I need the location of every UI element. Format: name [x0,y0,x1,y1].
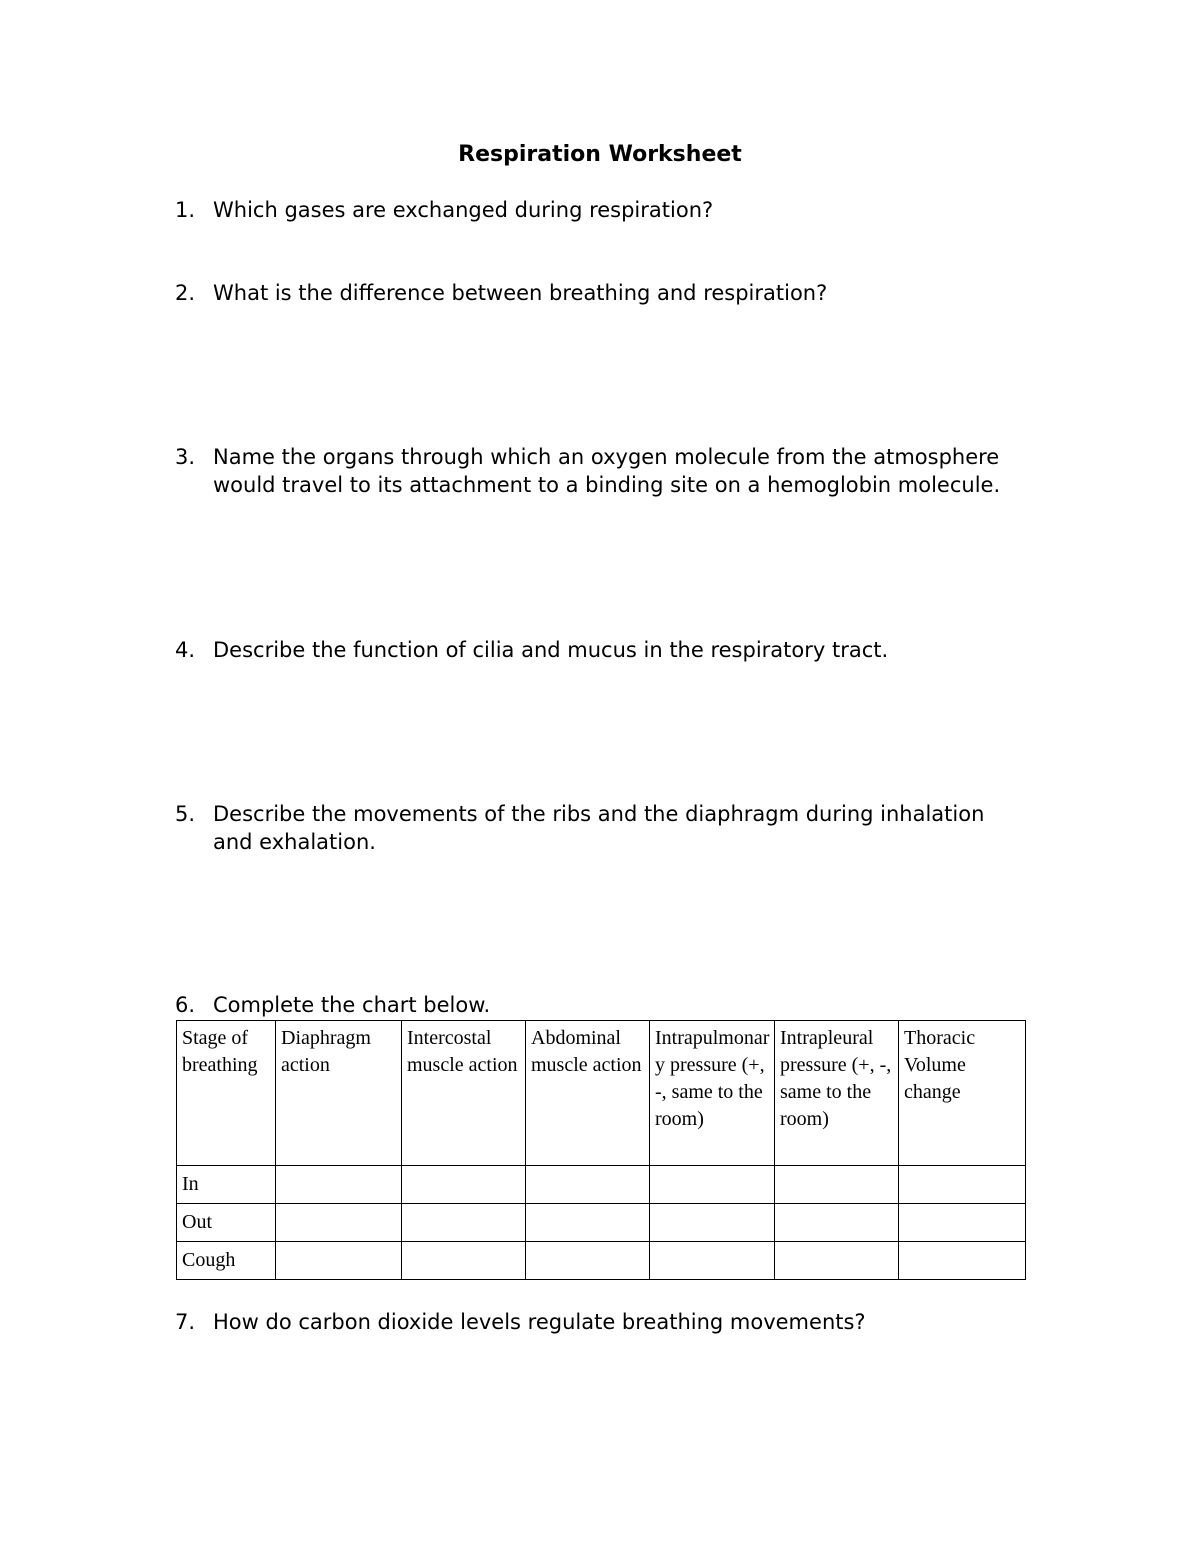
question-1 [175,196,1005,224]
question-text: Which gases are exchanged during respiration? [213,198,714,222]
question-number: 3. [175,445,196,469]
blank-answer-cell[interactable] [526,1166,650,1204]
blank-answer-cell[interactable] [650,1204,775,1242]
question-number: 4. [175,638,196,662]
table-row [177,1204,1026,1242]
blank-answer-cell[interactable] [775,1204,899,1242]
blank-answer-cell[interactable] [899,1166,1026,1204]
question-text: Complete the chart below. [213,993,491,1017]
blank-answer-cell[interactable] [650,1242,775,1280]
question-text: Describe the function of cilia and mucus in the respiratory tract. [213,638,889,662]
chart-header-row [177,1021,1026,1166]
table-row [177,1242,1026,1280]
blank-answer-cell[interactable] [899,1242,1026,1280]
blank-answer-cell[interactable] [276,1166,402,1204]
question-number: 2. [175,281,196,305]
question-6 [175,991,1005,1019]
header-abdominal-muscle-action: Abdominal muscle action [526,1021,650,1166]
stage-cell: Cough [177,1242,276,1280]
question-3 [175,443,1005,499]
table-row [177,1166,1026,1204]
blank-answer-cell[interactable] [402,1242,526,1280]
blank-answer-cell[interactable] [650,1166,775,1204]
stage-cell: In [177,1166,276,1204]
question-4 [175,636,1005,664]
question-number: 6. [175,993,196,1017]
question-text: What is the difference between breathing and respiration? [213,281,828,305]
blank-answer-cell[interactable] [775,1242,899,1280]
question-number: 5. [175,802,196,826]
header-intrapulmonary-pressure: Intrapulmonary pressure (+, -, same to the room) [650,1021,775,1166]
blank-answer-cell[interactable] [775,1166,899,1204]
blank-answer-cell[interactable] [402,1166,526,1204]
question-5 [175,800,1005,856]
blank-answer-cell[interactable] [276,1242,402,1280]
question-text: Describe the movements of the ribs and the diaphragm during inhalation and exhalation. [213,802,985,854]
blank-answer-cell[interactable] [899,1204,1026,1242]
question-number: 1. [175,198,196,222]
question-number: 7. [175,1310,196,1334]
question-2 [175,279,1005,307]
blank-answer-cell[interactable] [526,1242,650,1280]
stage-cell: Out [177,1204,276,1242]
header-intercostal-muscle-action: Intercostal muscle action [402,1021,526,1166]
worksheet-title: Respiration Worksheet [458,142,742,167]
blank-answer-cell[interactable] [402,1204,526,1242]
question-text: Name the organs through which an oxygen molecule from the atmosphere would travel to its attachment to a binding site on a hemoglobin molecule. [213,445,1001,497]
header-intrapleural-pressure: Intrapleural pressure (+, -, same to the room) [775,1021,899,1166]
breathing-chart [176,1020,1026,1280]
blank-answer-cell[interactable] [276,1204,402,1242]
header-diaphragm-action: Diaphragm action [276,1021,402,1166]
blank-answer-cell[interactable] [526,1204,650,1242]
header-thoracic-volume-change: Thoracic Volume change [899,1021,1026,1166]
question-text: How do carbon dioxide levels regulate breathing movements? [213,1310,866,1334]
question-7 [175,1308,1005,1336]
header-stage-of-breathing: Stage of breathing [177,1021,276,1166]
